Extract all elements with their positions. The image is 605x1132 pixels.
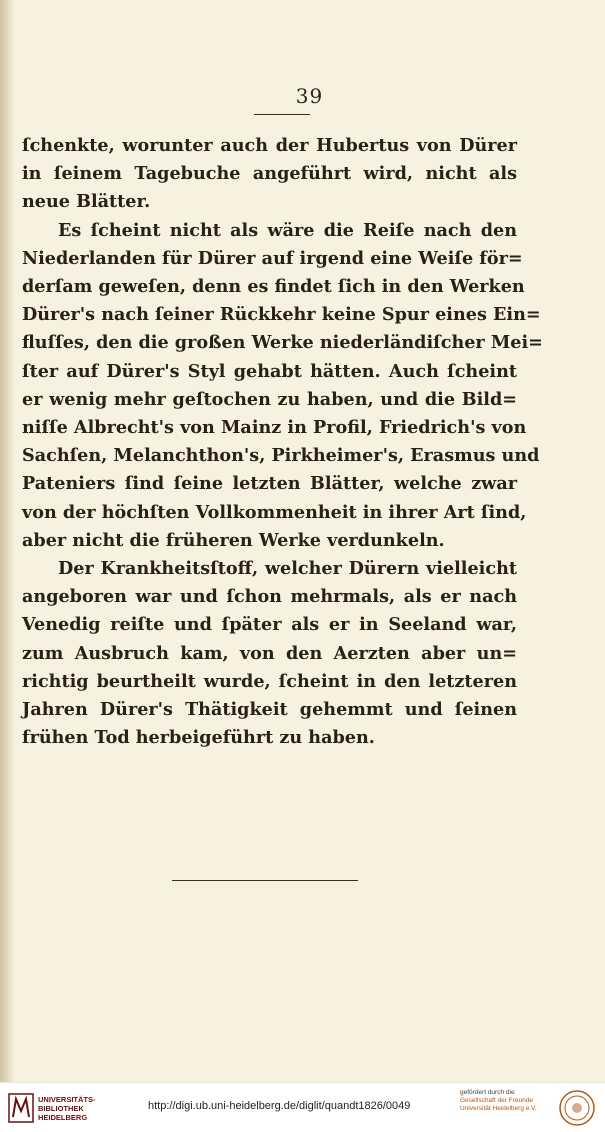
text-line: Venedig reiſte und ſpäter als er in Seeland war, [22,614,517,636]
text-line: in ſeinem Tagebuche angeführt wird, nicht als [22,163,517,185]
text-line: Dürer's nach ſeiner Rückkehr keine Spur eines Ein= [22,304,541,326]
sponsor-credit [460,1089,560,1113]
text-line: von der höchſten Vollkommenheit in ihrer Art ſind, [22,501,527,523]
text-line: niſſe Albrecht's von Mainz in Profil, Friedrich's von [22,417,527,439]
digitization-footer [0,1082,605,1132]
sponsor-org: Gesellschaft der Freunde [460,1097,533,1104]
permalink-url[interactable]: http://digi.ub.uni-heidelberg.de/diglit/quandt1826/0049 [148,1100,411,1112]
text-line: neue Blätter. [22,191,151,213]
text-line: aber nicht die früheren Werke verdunkeln. [22,529,445,551]
header-rule [254,114,310,115]
text-line: Es ſcheint nicht als wäre die Reiſe nach den [58,219,517,241]
book-page [14,0,605,1082]
text-line: Jahren Dürer's Thätigkeit gehemmt und ſeinen [22,699,517,721]
university-library-logo-icon [8,1093,34,1123]
sponsor-org: Universität Heidelberg e.V. [460,1105,537,1112]
book-spine-shadow [0,0,14,1082]
text-line: ſchenkte, worunter auch der Hubertus von Dürer [22,135,517,156]
library-name-line: BIBLIOTHEK [38,1104,84,1113]
text-line: er wenig mehr geſtochen zu haben, und die Bild= [22,388,517,410]
text-line: derſam geweſen, denn es findet ſich in den Werken [22,276,525,298]
text-line: ſter auf Dürer's Styl gehabt hätten. Auch ſcheint [22,360,517,382]
text-line: angeboren war und ſchon mehrmals, als er nach [22,586,517,608]
text-line: richtig beurtheilt wurde, ſcheint in den letzteren [22,670,517,692]
page-number: 39 [295,84,324,108]
text-line: Sachſen, Melanchthon's, Pirkheimer's, Erasmus und [22,445,540,467]
library-name-line: HEIDELBERG [38,1113,88,1122]
library-name-line: UNIVERSITÄTS- [38,1095,96,1104]
page-body-text [22,132,543,752]
sponsor-label: gefördert durch die [460,1089,515,1096]
text-line: Der Krankheitsſtoff, welcher Dürern vielleicht [58,558,517,580]
university-seal-icon [558,1089,596,1127]
text-line: Niederlanden für Dürer auf irgend eine Weiſe för= [22,247,523,269]
text-line: fluſſes, den die großen Werke niederländiſcher Mei= [22,332,543,354]
text-line: zum Ausbruch kam, von den Aerzten aber un= [22,642,517,664]
footer-rule [172,880,358,881]
text-line: frühen Tod herbeigeführt zu haben. [22,727,375,749]
text-line: Pateniers ſind ſeine letzten Blätter, welche zwar [22,473,517,495]
library-name [38,1095,96,1122]
